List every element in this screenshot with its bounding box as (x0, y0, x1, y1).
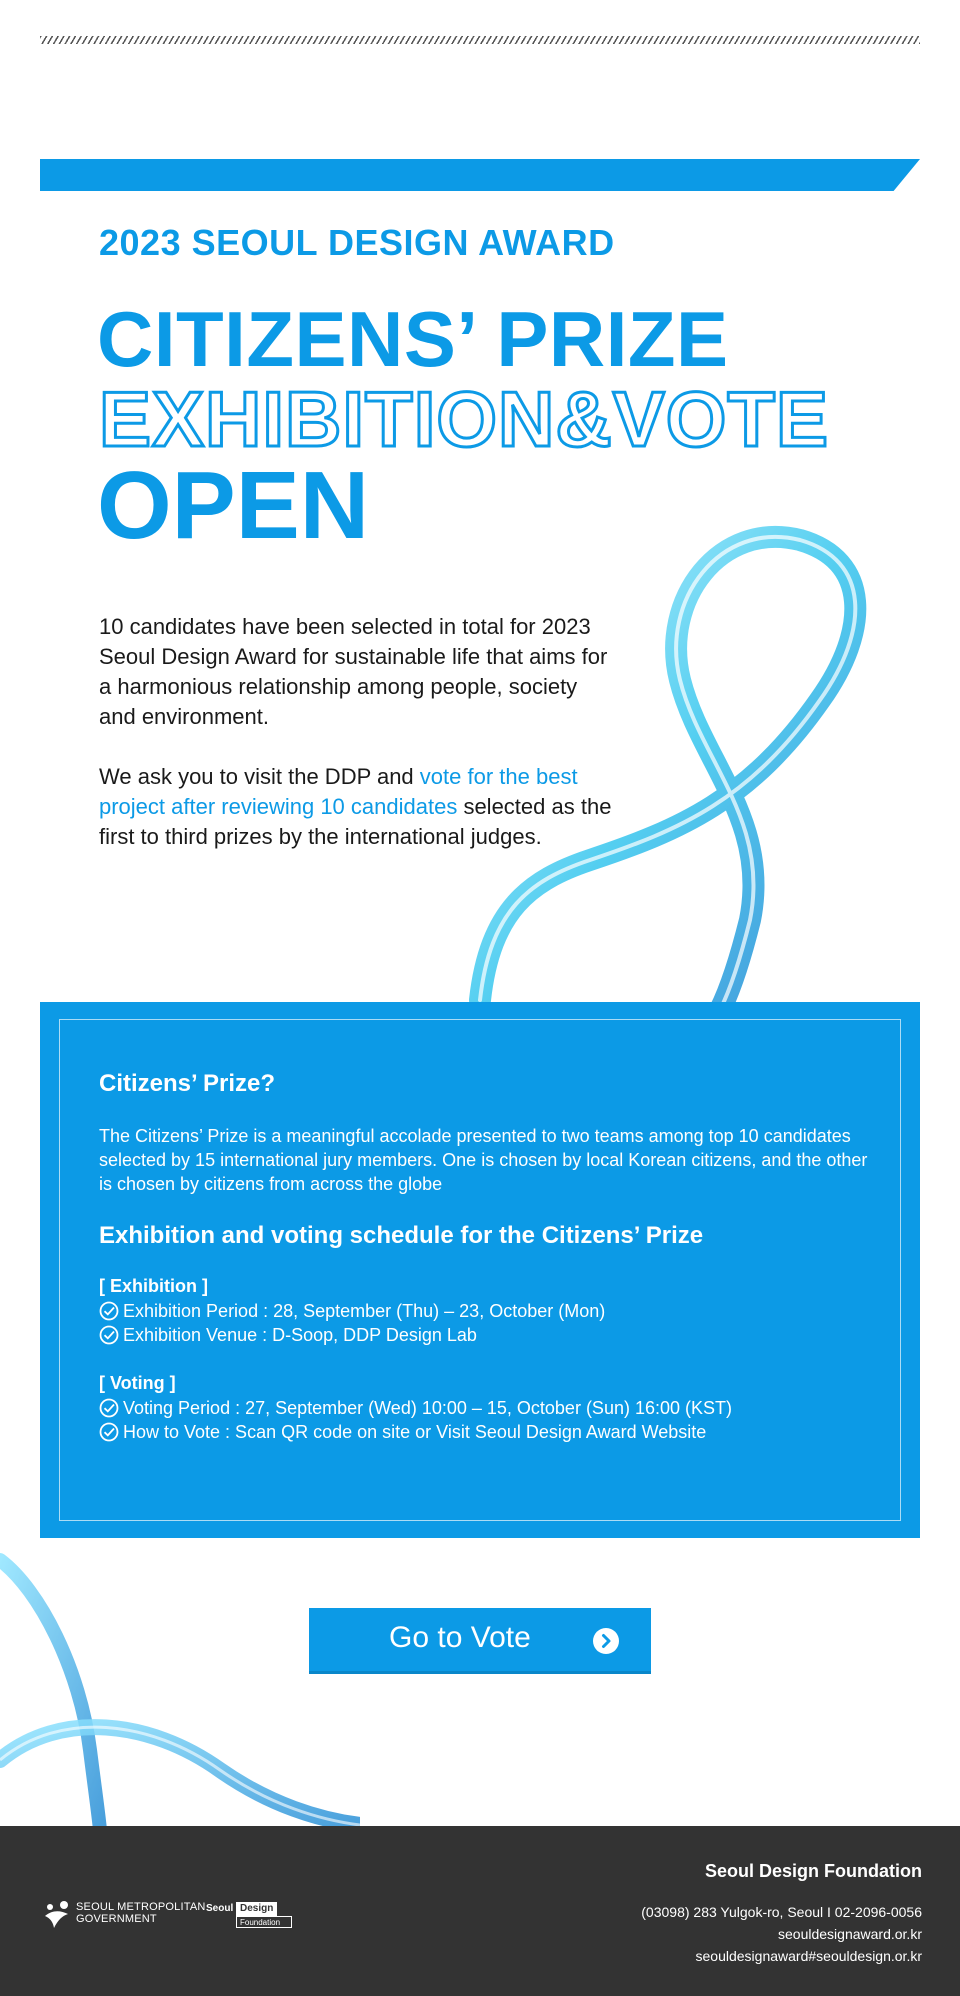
voting-heading: [ Voting ] (99, 1373, 176, 1393)
footer-email-link[interactable]: seouldesignaward#seouldesign.or.kr (695, 1948, 922, 1964)
intro-p2-end: selected as the first to third prizes by the international judges. (99, 794, 612, 849)
logo2-word2: Design (236, 1902, 277, 1916)
headline-open: OPEN (97, 452, 370, 559)
seoul-logo-icon (42, 1898, 72, 1928)
intro-paragraph-1: 10 candidates have been selected in total for 2023 Seoul Design Award for sustainable life that aims for a harmonious relationship among people, society and environment. (99, 614, 608, 729)
go-to-vote-label: Go to Vote (389, 1621, 531, 1654)
panel-title: Citizens’ Prize? (99, 1070, 276, 1097)
headline-citizens-prize: CITIZENS’ PRIZE (97, 295, 729, 383)
check-circle-icon (99, 1422, 119, 1442)
chevron-right-circle-icon (593, 1628, 619, 1654)
top-accent-bar (40, 159, 920, 191)
intro-paragraph-2 (99, 762, 619, 852)
footer-address: (03098) 283 Yulgok-ro, Seoul I 02-2096-0056 (641, 1904, 922, 1920)
check-circle-icon (99, 1301, 119, 1321)
voting-item (99, 1396, 879, 1420)
check-circle-icon (99, 1325, 119, 1345)
ribbon-decoration-left (0, 1550, 360, 1830)
exhibition-item (99, 1323, 879, 1347)
logo2-word3: Foundation (236, 1916, 292, 1928)
how-to-vote: How to Vote : Scan QR code on site or Visit Seoul Design Award Website (123, 1422, 707, 1442)
award-title: 2023 SEOUL DESIGN AWARD (99, 222, 615, 263)
seoul-government-logo (42, 1898, 206, 1928)
headline-exhibition-vote: EXHIBITION&VOTE (99, 375, 830, 463)
exhibition-item (99, 1299, 879, 1323)
logo2-word1: Seoul (206, 1903, 234, 1914)
exhibition-period: Exhibition Period : 28, September (Thu) – 23, October (Mon) (123, 1301, 606, 1321)
top-hatch-divider (40, 36, 920, 44)
footer-org-name: Seoul Design Foundation (705, 1861, 922, 1881)
schedule-title: Exhibition and voting schedule for the Citizens’ Prize (99, 1222, 704, 1249)
go-to-vote-button[interactable] (309, 1608, 651, 1674)
exhibition-heading: [ Exhibition ] (99, 1276, 208, 1296)
info-panel-content (99, 1070, 879, 1444)
panel-description: The Citizens’ Prize is a meaningful accolade presented to two teams among top 10 candidates selected by 15 international jury members. One is chosen by local Korean citizens, and the other is chosen by citizens from across the globe (99, 1126, 868, 1194)
exhibition-venue: Exhibition Venue : D-Soop, DDP Design Lab (123, 1325, 477, 1345)
intro-p2-start: We ask you to visit the DDP and (99, 764, 420, 789)
footer-website-link[interactable]: seouldesignaward.or.kr (778, 1926, 922, 1942)
logo1-line1: SEOUL METROPOLITAN (76, 1901, 206, 1913)
voting-period: Voting Period : 27, September (Wed) 10:00 – 15, October (Sun) 16:00 (KST) (123, 1398, 732, 1418)
intro-text (99, 612, 619, 882)
voting-item (99, 1420, 879, 1444)
seoul-design-foundation-logo (204, 1902, 294, 1930)
info-panel (40, 1002, 920, 1538)
logo1-line2: GOVERNMENT (76, 1913, 157, 1925)
check-circle-icon (99, 1398, 119, 1418)
intro-p2-highlight: vote for the best project after reviewing 10 candidates (99, 764, 578, 819)
footer (0, 1826, 960, 1996)
